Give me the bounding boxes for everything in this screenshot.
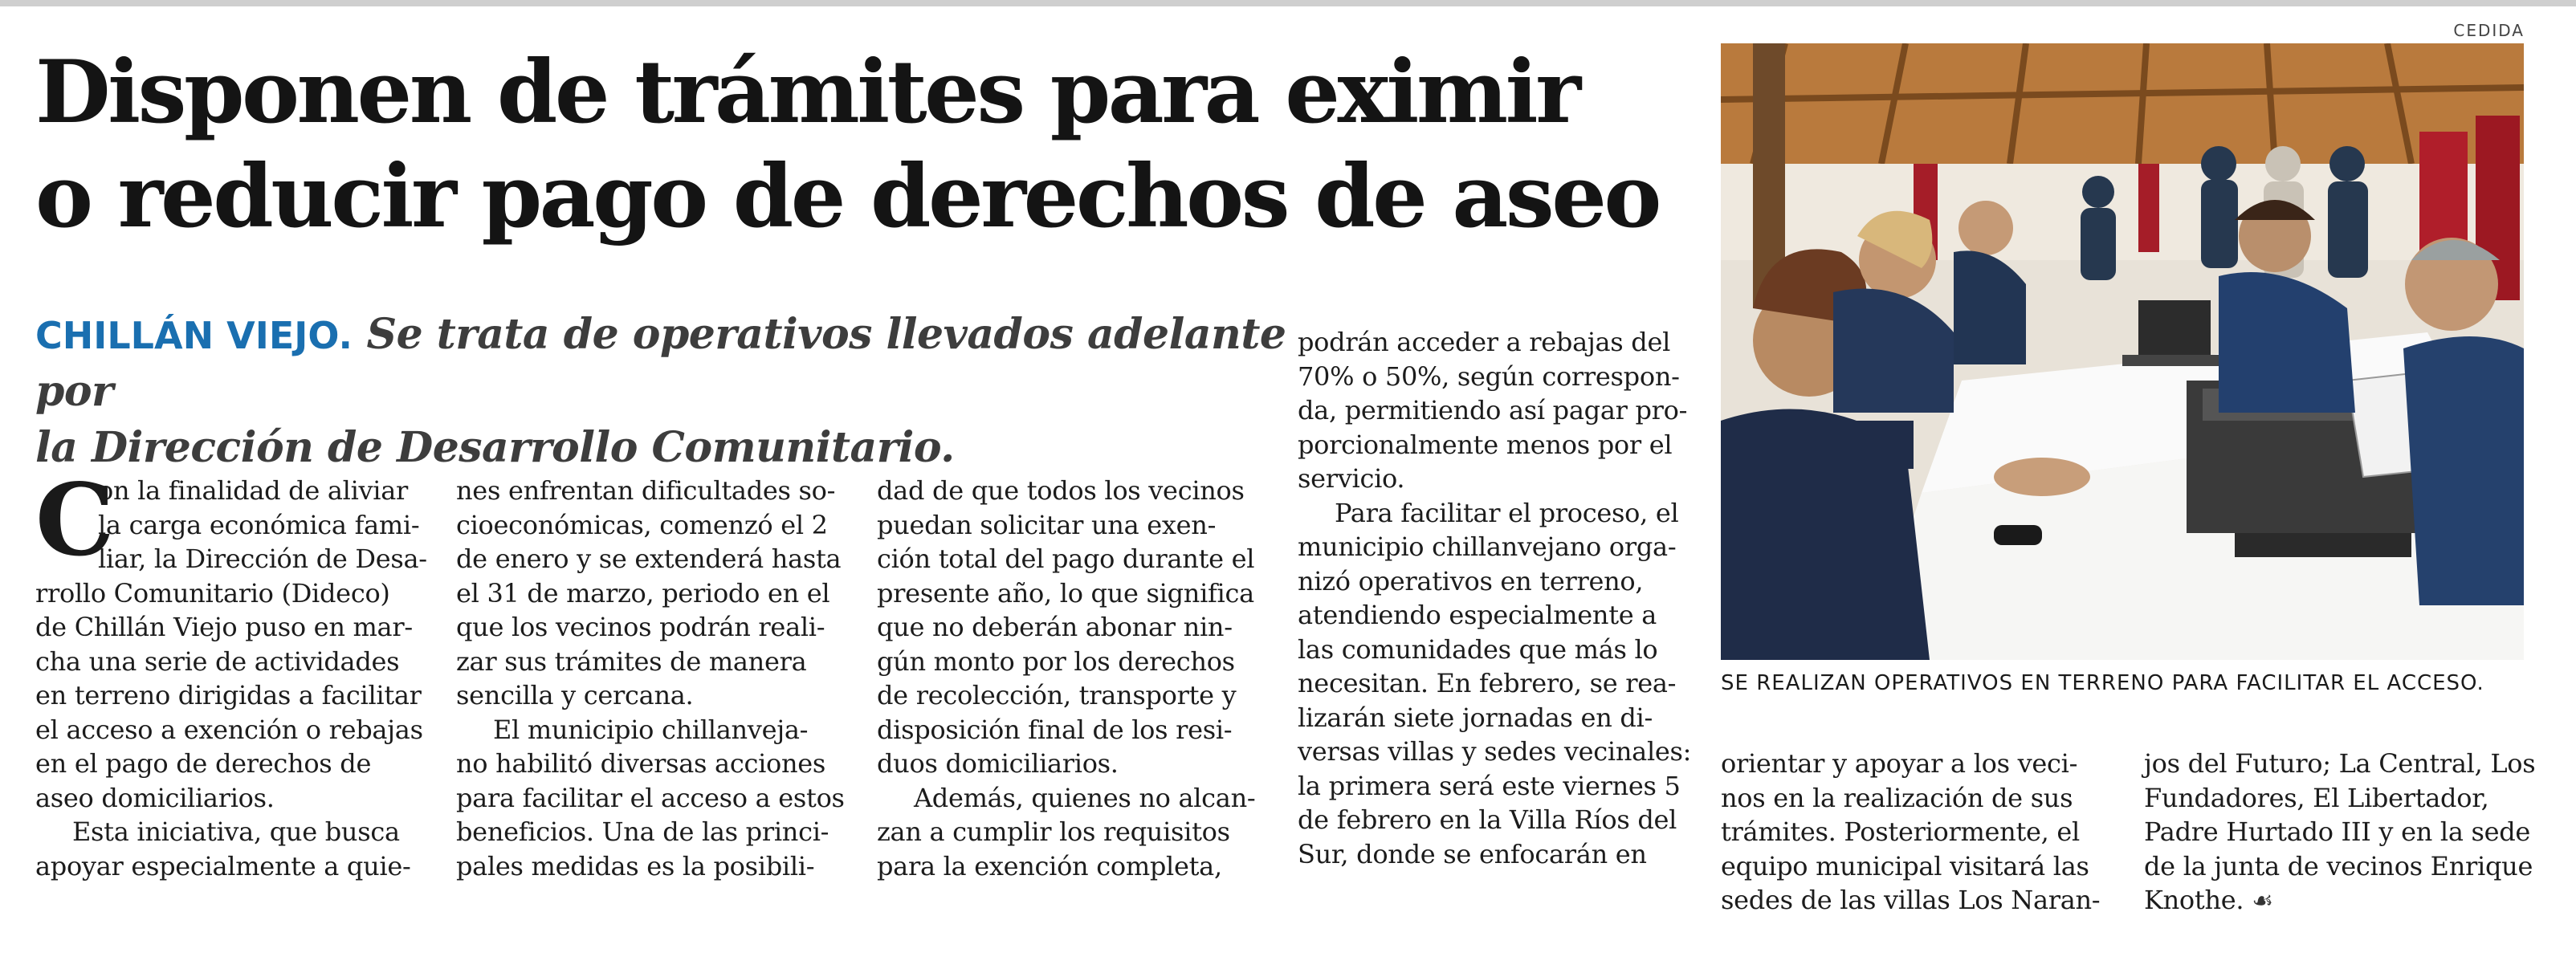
headline-line-2: o reducir pago de derechos de aseo <box>35 146 1659 247</box>
paragraph <box>456 474 848 713</box>
text-line: Esta iniciativa, que busca <box>72 816 400 847</box>
photo-caption: SE REALIZAN OPERATIVOS EN TERRENO PARA FACILITAR EL ACCESO. <box>1721 671 2484 695</box>
text-line: sedes de las villas Los Naran- <box>1721 885 2101 915</box>
text-line: nos en la realización de sus <box>1721 782 2073 813</box>
text-line: servicio. <box>1298 463 1405 494</box>
text-line: nes enfrentan dificultades so- <box>456 475 836 506</box>
text-line: de Chillán Viejo puso en mar- <box>35 612 413 642</box>
text-line: de recolección, transporte y <box>877 680 1237 710</box>
text-line: municipio chillanvejano orga- <box>1298 531 1677 562</box>
text-line: Para facilitar el proceso, el <box>1335 497 1679 528</box>
article-column-4 <box>1298 325 1692 871</box>
text-line: en terreno dirigidas a facilitar <box>35 680 422 710</box>
text-line: dad de que todos los vecinos <box>877 475 1245 506</box>
text-line: versas villas y sedes vecinales: <box>1298 736 1692 767</box>
article-column-5 <box>1721 747 2113 918</box>
text-line: beneficios. Una de las princi- <box>456 816 829 847</box>
text-line: de enero y se extenderá hasta <box>456 543 842 574</box>
article-column-6 <box>2144 747 2536 919</box>
text-line: zar sus trámites de manera <box>456 645 807 677</box>
text-line: cioeconómicas, comenzó el 2 <box>456 509 828 540</box>
text-line: puedan solicitar una exen- <box>877 509 1217 540</box>
paragraph <box>877 781 1269 884</box>
text-line: apoyar especialmente a quie- <box>35 850 411 881</box>
headline <box>35 40 1681 249</box>
text-line: para la exención completa, <box>877 850 1222 881</box>
paragraph <box>1721 747 2113 918</box>
kicker-line-2: la Dirección de Desarrollo Comunitario. <box>35 423 955 472</box>
text-line: de febrero en la Villa Ríos del <box>1298 804 1677 835</box>
photo-credit: CEDIDA <box>2453 21 2525 40</box>
top-rule <box>0 0 2576 6</box>
text-line: pales medidas es la posibili- <box>456 850 815 881</box>
text-line: que los vecinos podrán reali- <box>456 612 825 642</box>
paragraph <box>1298 496 1692 872</box>
paragraph <box>2144 747 2536 919</box>
text-line: gún monto por los derechos <box>877 645 1235 677</box>
paragraph <box>877 474 1269 781</box>
article-photo <box>1721 43 2524 660</box>
drop-cap: C <box>35 462 115 579</box>
text-line: zan a cumplir los requisitos <box>877 816 1230 847</box>
text-line: podrán acceder a rebajas del <box>1298 327 1671 357</box>
text-line: cha una serie de actividades <box>35 645 400 677</box>
kicker <box>35 307 1288 476</box>
text-line: la carga económica fami- <box>98 509 420 540</box>
text-line: la primera será este viernes 5 <box>1298 770 1681 801</box>
end-of-article-icon: ☙ <box>2252 887 2273 915</box>
text-line: lizarán siete jornadas en di- <box>1298 702 1653 733</box>
text-line: on la finalidad de aliviar <box>98 475 409 506</box>
text-line: 70% o 50%, según correspon- <box>1298 360 1680 392</box>
text-line: en el pago de derechos de <box>35 748 372 779</box>
dropcap-lines <box>98 474 427 576</box>
article-column-1 <box>35 462 427 883</box>
text-line: el acceso a exención o rebajas <box>35 714 423 745</box>
text-line: trámites. Posteriormente, el <box>1721 816 2080 847</box>
text-line: El municipio chillanveja- <box>493 714 809 745</box>
text-line: las comunidades que más lo <box>1298 633 1658 665</box>
text-line-last <box>2144 883 2528 919</box>
text-line: nizó operativos en terreno, <box>1298 565 1644 596</box>
text-line: jos del Futuro; La Central, Los <box>2144 748 2536 779</box>
text-line: no habilitó diversas acciones <box>456 748 826 779</box>
headline-line-1: Disponen de trámites para eximir <box>35 42 1579 143</box>
text-line: da, permitiendo así pagar pro- <box>1298 395 1688 425</box>
text-line: de la junta de vecinos Enrique <box>2144 850 2533 881</box>
article-column-3 <box>877 474 1269 883</box>
text-line: liar, la Dirección de Desa- <box>98 543 427 574</box>
text-line: porcionalmente menos por el <box>1298 429 1673 460</box>
text-line: Además, quienes no alcan- <box>914 782 1256 813</box>
paragraph <box>35 815 427 883</box>
text-line: presente año, lo que significa <box>877 577 1254 609</box>
text-line: que no deberán abonar nin- <box>877 612 1233 642</box>
text-line-end: Knothe. <box>2144 885 2244 915</box>
paragraph <box>456 713 848 884</box>
text-line: el 31 de marzo, periodo en el <box>456 577 830 609</box>
text-line: Fundadores, El Libertador, <box>2144 782 2489 813</box>
kicker-line-1 <box>35 307 1288 420</box>
text-line: orientar y apoyar a los veci- <box>1721 748 2078 779</box>
kicker-text-1: Se trata de operativos llevados adelante por <box>35 310 1286 416</box>
text-line: disposición final de los resi- <box>877 714 1233 745</box>
text-line: Sur, donde se enfocarán en <box>1298 838 1647 869</box>
photo-illustration <box>1721 43 2524 660</box>
text-line: sencilla y cercana. <box>456 680 694 710</box>
text-line: aseo domiciliarios. <box>35 782 275 813</box>
text-line: atendiendo especialmente a <box>1298 600 1657 630</box>
article-column-2 <box>456 474 848 883</box>
text-line: necesitan. En febrero, se rea- <box>1298 668 1677 698</box>
paragraph <box>35 576 427 816</box>
text-line: duos domiciliarios. <box>877 748 1119 779</box>
text-line: Padre Hurtado III y en la sede <box>2144 816 2531 847</box>
text-line: ción total del pago durante el <box>877 543 1255 574</box>
text-line: para facilitar el acceso a estos <box>456 782 845 813</box>
dropcap-block <box>35 462 427 579</box>
paragraph <box>1298 325 1689 496</box>
text-line: rrollo Comunitario (Dideco) <box>35 577 390 609</box>
kicker-place: CHILLÁN VIEJO. <box>35 314 353 357</box>
text-line: equipo municipal visitará las <box>1721 850 2089 881</box>
